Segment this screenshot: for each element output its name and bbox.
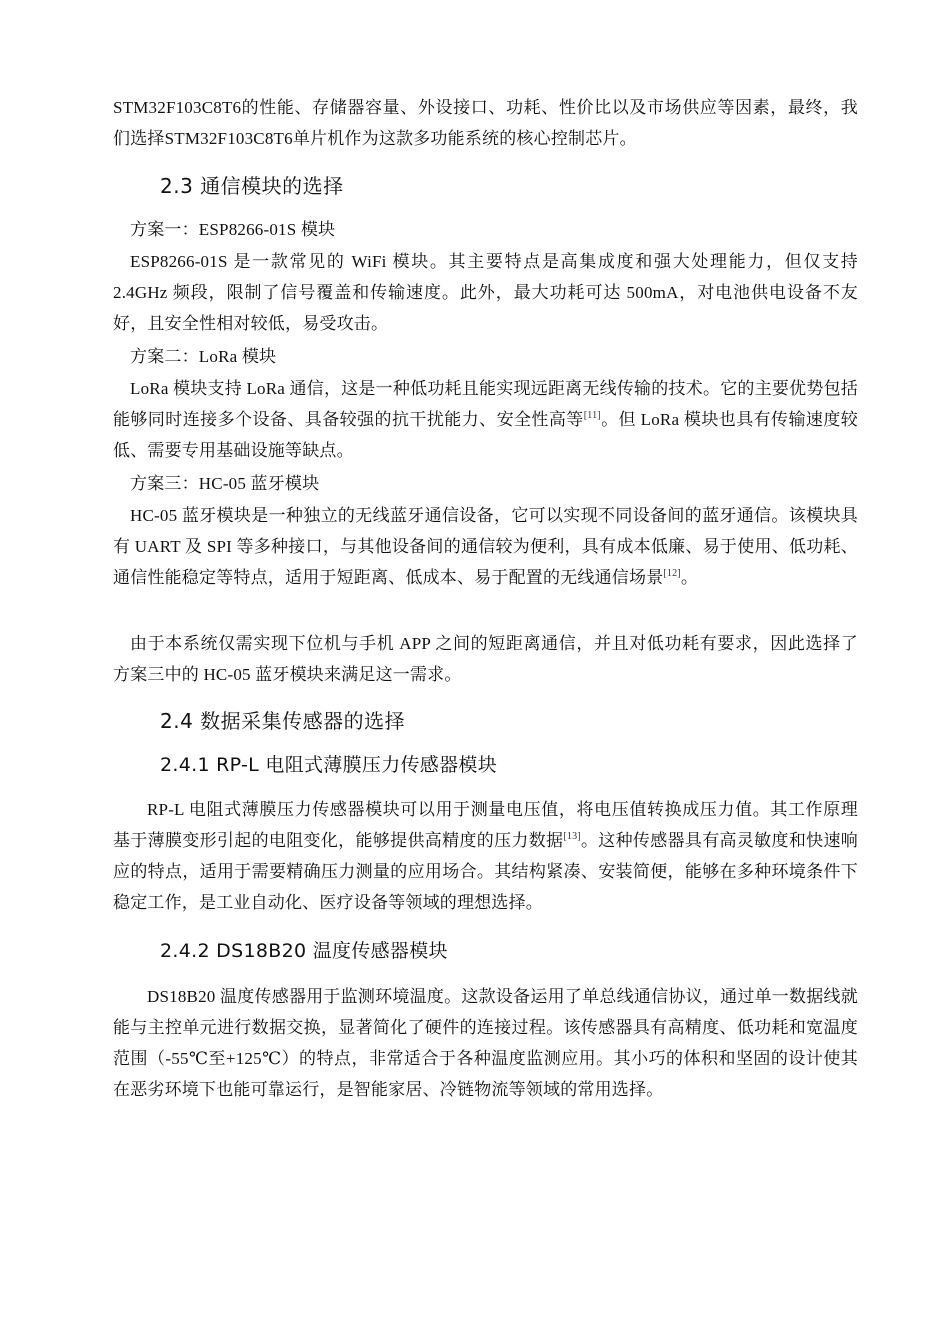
rpl-sensor-text: RP-L 电阻式薄膜压力传感器模块可以用于测量电压值，将电压值转换成压力值。其工作原理基于薄膜变形引起的电阻变化，能够提供高精度的压力数据 [113, 800, 858, 850]
section-heading-2-3: 2.3 通信模块的选择 [160, 174, 344, 198]
rpl-sensor-text-end: 。这种传感器具有高灵敏度和快速响应的特点，适用于需要精确压力测量的应用场合。其结构紧凑、安装简便，能够在多种环境条件下稳定工作，是工业自动化、医疗设备等领域的理想选择。 [113, 831, 858, 912]
option-3-title: 方案三：HC-05 蓝牙模块 [130, 474, 320, 493]
option-2-body-text-end: 。但 LoRa 模块也具有传输速度较低、需要专用基础设施等缺点。 [113, 410, 858, 460]
subsection-heading-2-4-2: 2.4.2 DS18B20 温度传感器模块 [160, 940, 448, 962]
section-heading-2-4: 2.4 数据采集传感器的选择 [160, 709, 406, 733]
option-2-title: 方案二：LoRa 模块 [130, 347, 277, 366]
option-3-body [113, 500, 858, 593]
option-1-body: ESP8266-01S 是一款常见的 WiFi 模块。其主要特点是高集成度和强大处理能力，但仅支持 2.4GHz 频段，限制了信号覆盖和传输速度。此外，最大功耗可达 500mA，对电池供电设备不友好，且安全性相对较低，易受攻击。 [113, 252, 858, 333]
intro-paragraph: STM32F103C8T6的性能、存储器容量、外设接口、功耗、性价比以及市场供应等因素，最终，我们选择STM32F103C8T6单片机作为这款多功能系统的核心控制芯片。 [113, 98, 858, 148]
citation-11: [11] [583, 410, 601, 421]
choice-paragraph: 由于本系统仅需实现下位机与手机 APP 之间的短距离通信，并且对低功耗有要求，因此选择了方案三中的 HC-05 蓝牙模块来满足这一需求。 [113, 634, 858, 684]
citation-12: [12] [663, 568, 681, 579]
rpl-sensor-paragraph [113, 794, 858, 918]
option-3-body-text: HC-05 蓝牙模块是一种独立的无线蓝牙通信设备，它可以实现不同设备间的蓝牙通信。该模块具有 UART 及 SPI 等多种接口，与其他设备间的通信较为便利，具有成本低廉、易于使用、低功耗、通信性能稳定等特点，适用于短距离、低成本、易于配置的无线通信场景 [113, 506, 858, 587]
subsection-heading-2-4-1: 2.4.1 RP-L 电阻式薄膜压力传感器模块 [160, 754, 498, 776]
option-2-body-text: LoRa 模块支持 LoRa 通信，这是一种低功耗且能实现远距离无线传输的技术。它的主要优势包括能够同时连接多个设备、具备较强的抗干扰能力、安全性高等 [113, 379, 858, 429]
option-1-title: 方案一：ESP8266-01S 模块 [130, 220, 336, 239]
citation-13: [13] [563, 831, 581, 842]
ds18b20-paragraph: DS18B20 温度传感器用于监测环境温度。这款设备运用了单总线通信协议，通过单一数据线就能与主控单元进行数据交换，显著简化了硬件的连接过程。该传感器具有高精度、低功耗和宽温度范围（-55℃至+125℃）的特点，非常适合于各种温度监测应用。其小巧的体积和坚固的设计使其在恶劣环境下也能可靠运行，是智能家居、冷链物流等领域的常用选择。 [113, 987, 858, 1099]
option-3-body-text-end: 。 [680, 568, 699, 587]
option-2-body [113, 373, 858, 466]
